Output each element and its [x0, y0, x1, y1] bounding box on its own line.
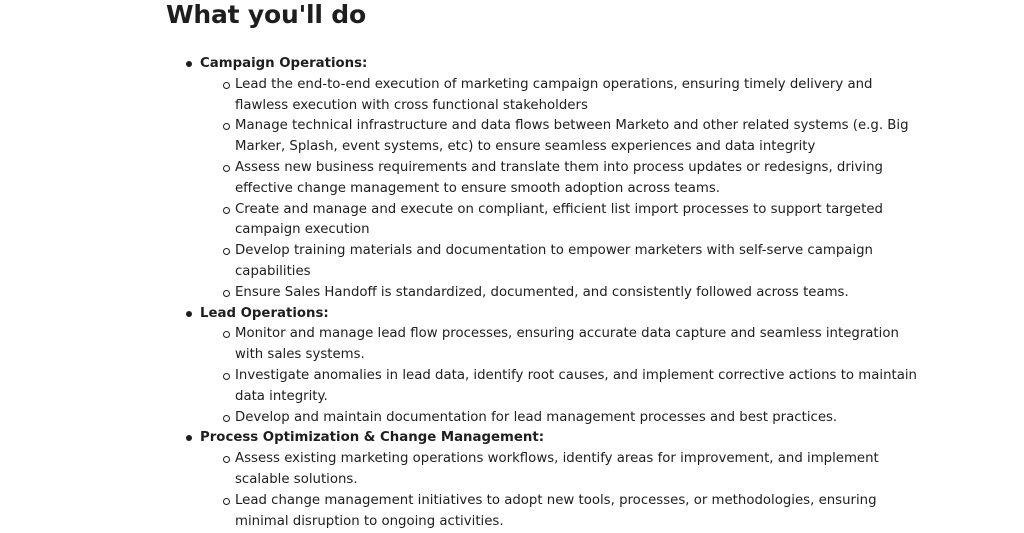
- circle-bullet-icon: [223, 373, 230, 380]
- section-label: Campaign Operations:: [200, 56, 368, 71]
- circle-bullet-icon: [223, 498, 230, 505]
- sub-list: [200, 324, 926, 428]
- circle-bullet-icon: [223, 207, 230, 214]
- circle-bullet-icon: [223, 415, 230, 422]
- list-item: [200, 366, 926, 408]
- list-item-text: Manage technical infrastructure and data flows between Marketo and other related systems (e.g. Big Marker, Splash, event systems, etc) to ensure seamless experiences and data integrity: [235, 118, 909, 155]
- list-item-text: Lead change management initiatives to adopt new tools, processes, or methodologies, ensuring minimal disruption to ongoing activities.: [235, 492, 877, 529]
- list-item-section: [166, 304, 926, 429]
- circle-bullet-icon: [223, 290, 230, 297]
- list-item-section: [166, 54, 926, 304]
- list-item: [200, 241, 926, 283]
- bullet-icon: [186, 435, 192, 441]
- section-label: Process Optimization & Change Management:: [200, 430, 545, 446]
- list-item-text: Lead the end-to-end execution of marketing campaign operations, ensuring timely delivery and flawless execution with cross functional stakeholders: [235, 76, 873, 113]
- list-item: [200, 408, 926, 429]
- responsibilities-list: [166, 54, 926, 532]
- circle-bullet-icon: [223, 331, 230, 338]
- circle-bullet-icon: [223, 123, 230, 130]
- list-item: [200, 75, 926, 117]
- list-item-text: Ensure Sales Handoff is standardized, documented, and consistently followed across teams.: [235, 284, 849, 300]
- list-item-text: Investigate anomalies in lead data, identify root causes, and implement corrective actions to maintain data integrity.: [235, 367, 917, 404]
- section-label: Lead Operations:: [200, 305, 329, 321]
- list-item: [200, 200, 926, 242]
- list-item: [200, 116, 926, 158]
- list-item-text: Develop training materials and documentation to empower marketers with self-serve campaign capabilities: [235, 243, 873, 279]
- list-item-text: Assess new business requirements and translate them into process updates or redesigns, driving effective change management to ensure smooth adoption across teams.: [235, 159, 883, 196]
- circle-bullet-icon: [223, 165, 230, 172]
- sub-list: [200, 449, 926, 532]
- list-item-text: Monitor and manage lead flow processes, ensuring accurate data capture and seamless integration with sales systems.: [235, 326, 899, 363]
- list-item-text: Create and manage and execute on compliant, efficient list import processes to support targeted campaign execution: [235, 201, 883, 238]
- circle-bullet-icon: [223, 82, 230, 89]
- list-item-text: Assess existing marketing operations workflows, identify areas for improvement, and implement scalable solutions.: [235, 451, 879, 487]
- list-item: [200, 449, 926, 491]
- bullet-icon: [186, 311, 192, 317]
- list-item: [200, 283, 926, 304]
- list-item: [200, 491, 926, 533]
- bullet-icon: [186, 61, 192, 67]
- list-item-section: [166, 428, 926, 532]
- list-item: [200, 324, 926, 366]
- page-title: What you'll do: [166, 0, 366, 29]
- circle-bullet-icon: [223, 456, 230, 463]
- circle-bullet-icon: [223, 248, 230, 255]
- sub-list: [200, 75, 926, 304]
- job-description: [166, 0, 926, 529]
- list-item-text: Develop and maintain documentation for lead management processes and best practices.: [235, 409, 838, 425]
- list-item: [200, 158, 926, 200]
